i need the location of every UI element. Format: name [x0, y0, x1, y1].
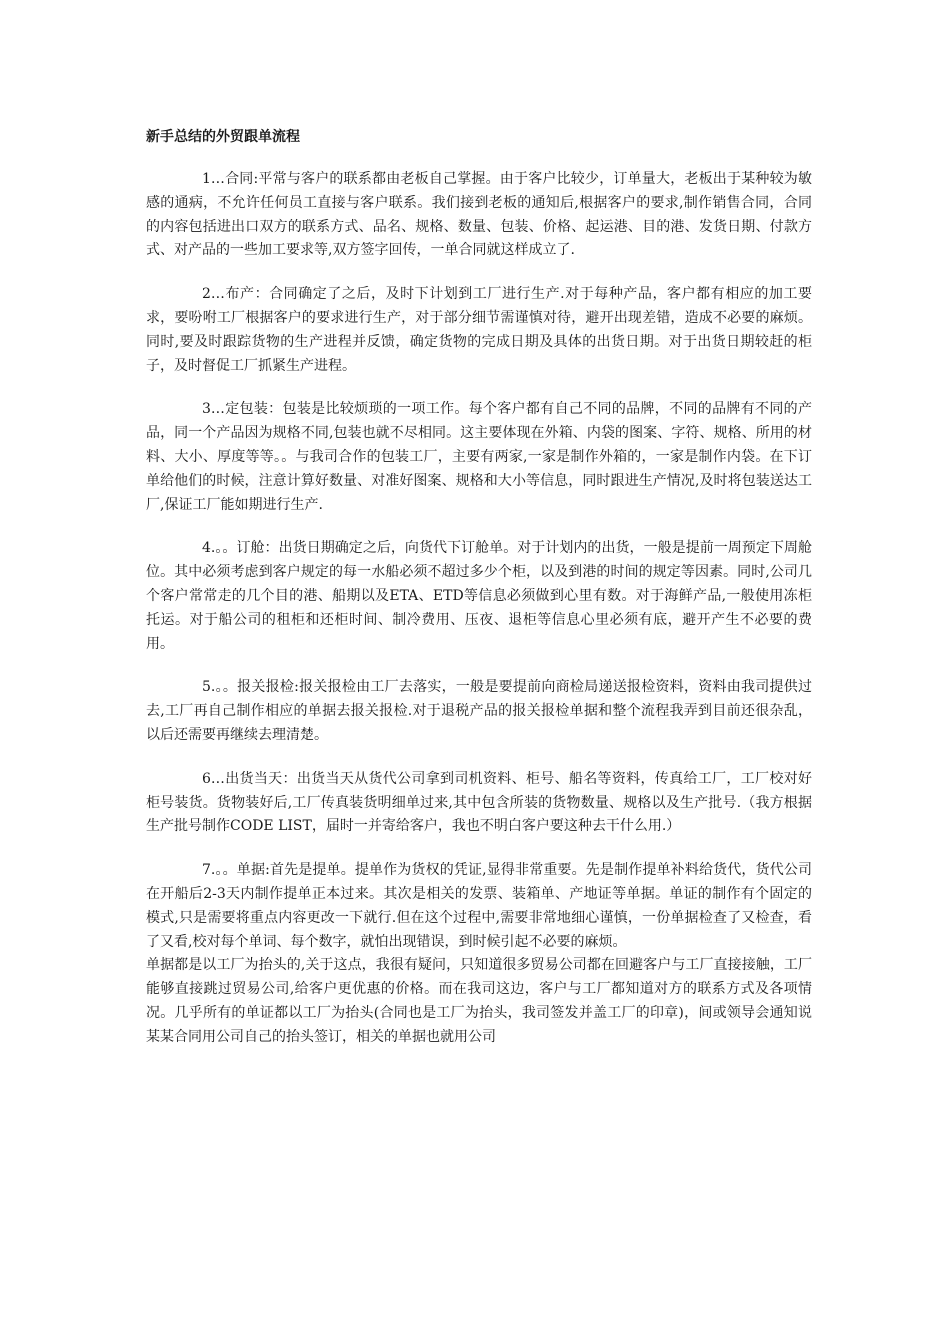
paragraph-packaging: 3…定包装：包装是比较烦琐的一项工作。每个客户都有自己不同的品牌，不同的品牌有不同的产品，同一个产品因为规格不同,包装也就不尽相同。这主要体现在外箱、内袋的图案、字符、规格、所用的材料、大小、厚度等等。。与我司合作的包装工厂，主要有两家,一家是制作外箱的，一家是制作内袋。在下订单给他们的时候，注意计算好数量、对准好图案、规格和大小等信息，同时跟进生产情况,及时将包装送达工厂,保证工厂能如期进行生产.	[146, 401, 812, 513]
paragraph-documents: 7.。。单据:首先是提单。提单作为货权的凭证,显得非常重要。先是制作提单补料给货代，货代公司在开船后2-3天内制作提单正本过来。其次是相关的发票、装箱单、产地证等单据。单证的制作有个固定的模式,只是需要将重点内容更改一下就行.但在这个过程中,需要非常地细心谨慎，一份单据检查了又检查，看了又看,校对每个单词、每个数字，就怕出现错误，到时候引起不必要的麻烦。	[146, 862, 812, 950]
paragraph-shipping-day: 6…出货当天：出货当天从货代公司拿到司机资料、柜号、船名等资料，传真给工厂，工厂校对好柜号装货。货物装好后,工厂传真装货明细单过来,其中包含所装的货物数量、规格以及生产批号.（我方根据生产批号制作CODE LIST，届时一并寄给客户，我也不明白客户要这种去干什么用.）	[146, 770, 812, 835]
paragraph-production: 2…布产：合同确定了之后，及时下计划到工厂进行生产.对于每种产品，客户都有相应的加工要求，要吩咐工厂根据客户的要求进行生产，对于部分细节需谨慎对待，避开出现差错，造成不必要的麻烦。同时,要及时跟踪货物的生产进程并反馈，确定货物的完成日期及具体的出货日期。对于出货日期较赶的柜子，及时督促工厂抓紧生产进程。	[146, 286, 812, 374]
paragraph-booking: 4.。。订舱：出货日期确定之后，向货代下订舱单。对于计划内的出货，一般是提前一周预定下周舱位。其中必须考虑到客户规定的每一水船必须不超过多少个柜，以及到港的时间的规定等因素。同时,公司几个客户常常走的几个目的港、船期以及ETA、ETD等信息必须做到心里有数。对于海鲜产品,一般使用冻柜托运。对于船公司的租柜和还柜时间、制冷费用、压夜、退柜等信息心里必须有底，避开产生不必要的费用。	[146, 540, 812, 652]
paragraph-customs: 5.。。报关报检:报关报检由工厂去落实，一般是要提前向商检局递送报检资料，资料由我司提供过去,工厂再自己制作相应的单据去报关报检.对于退税产品的报关报检单据和整个流程我弄到目前还很杂乱，以后还需要再继续去理清楚。	[146, 679, 812, 743]
paragraph-documents-note: 单据都是以工厂为抬头的,关于这点，我很有疑问，只知道很多贸易公司都在回避客户与工厂直接接触，工厂能够直接跳过贸易公司,给客户更优惠的价格。而在我司这边，客户与工厂都知道对方的联系方式及各项情况。几乎所有的单证都以工厂为抬头(合同也是工厂为抬头，我司签发并盖工厂的印章)，间或领导会通知说某某合同用公司自己的抬头签订，相关的单据也就用公司	[146, 957, 812, 1045]
paragraph-contract: 1…合同:平常与客户的联系都由老板自己掌握。由于客户比较少，订单量大，老板出于某种较为敏感的通病，不允许任何员工直接与客户联系。我们接到老板的通知后,根据客户的要求,制作销售合同，合同的内容包括进出口双方的联系方式、品名、规格、数量、包装、价格、起运港、目的港、发货日期、付款方式、对产品的一些加工要求等,双方签字回传，一单合同就这样成立了.	[146, 171, 812, 259]
document-page	[146, 126, 812, 1050]
document-title: 新手总结的外贸跟单流程	[146, 129, 300, 145]
